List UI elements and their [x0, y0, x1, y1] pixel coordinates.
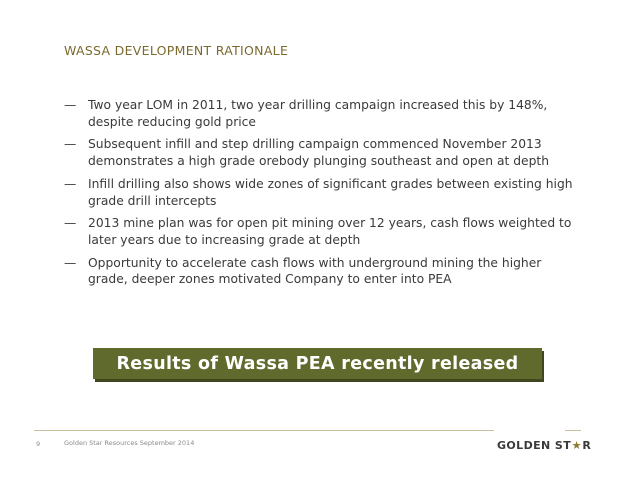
- logo-text-end: R: [582, 439, 592, 452]
- bullet-dash: —: [64, 98, 77, 112]
- footer-divider: [34, 430, 494, 431]
- logo-text-start: GOLDEN ST: [497, 439, 572, 452]
- bullet-item: [60, 215, 580, 248]
- bullet-text: Opportunity to accelerate cash flows with underground mining the higher grade, deeper zones motivated Company to enter into PEA: [88, 255, 542, 287]
- star-icon: ★: [571, 439, 582, 452]
- bullet-item: [60, 97, 580, 130]
- footer-text: Golden Star Resources September 2014: [64, 439, 195, 447]
- bullet-list: [60, 97, 580, 294]
- bullet-text: 2013 mine plan was for open pit mining over 12 years, cash flows weighted to later years due to increasing grade at depth: [88, 216, 572, 247]
- page-number: 9: [36, 440, 41, 448]
- bullet-dash: —: [64, 176, 77, 191]
- bullet-text: Subsequent infill and step drilling campaign commenced November 2013 demonstrates a high grade orebody plunging southeast and open at depth: [88, 137, 550, 169]
- bullet-dash: —: [64, 255, 77, 270]
- golden-star-logo: [497, 439, 591, 452]
- slide-title: WASSA DEVELOPMENT RATIONALE: [64, 43, 289, 58]
- bullet-text: Infill drilling also shows wide zones of significant grades between existing high grade drill intercepts: [88, 176, 573, 208]
- bullet-dash: —: [64, 216, 77, 231]
- results-banner: Results of Wassa PEA recently released: [93, 348, 542, 379]
- bullet-item: [60, 255, 580, 288]
- bullet-item: [60, 176, 580, 209]
- bullet-dash: —: [64, 137, 77, 152]
- bullet-text: Two year LOM in 2011, two year drilling campaign increased this by 148%, despite reducing gold price: [88, 98, 548, 129]
- footer-divider-right: [565, 430, 581, 431]
- bullet-item: [60, 136, 580, 169]
